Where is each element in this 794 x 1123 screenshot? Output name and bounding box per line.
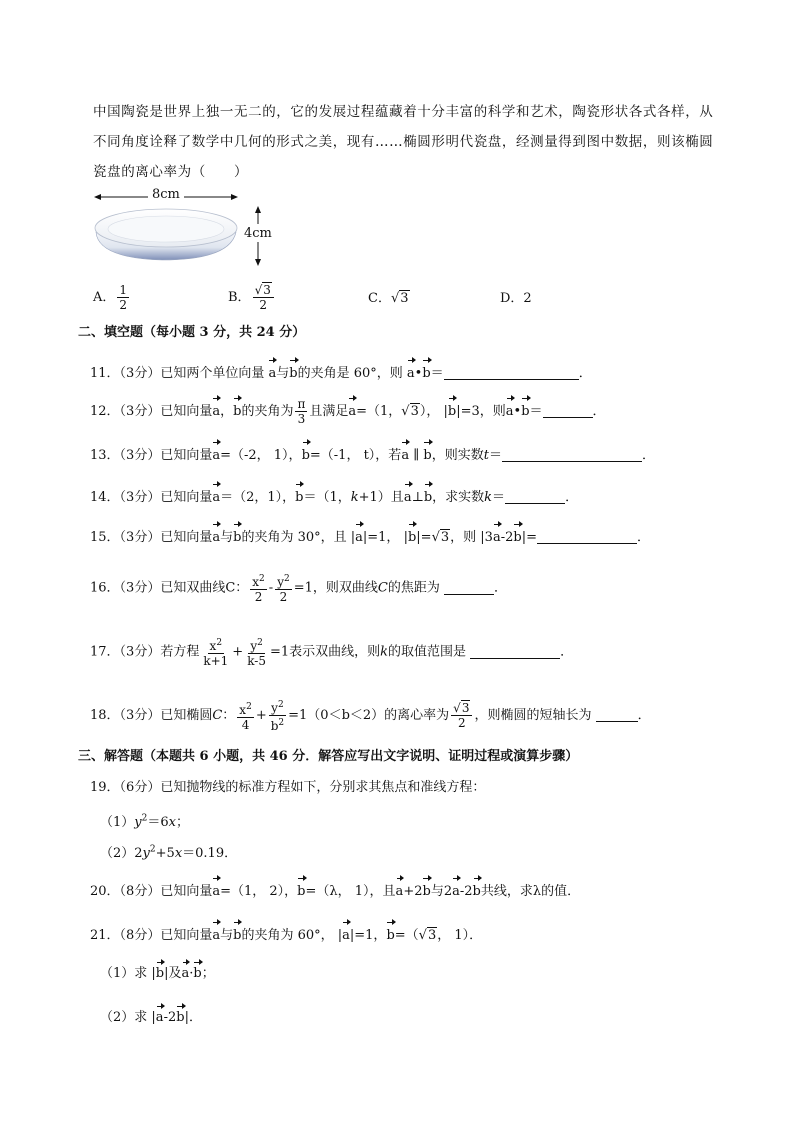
option-b-label: B． [228,290,251,305]
fraction-numerator: $y^2$ [277,574,290,589]
q12-text: |=3，则 [456,404,506,419]
q21-text: |=1， [349,928,387,943]
q20-text: =（1， 2）， [220,884,298,899]
q17-end: ． [560,644,574,660]
option-a-label: A． [93,290,116,305]
plate-width-label: 8cm [152,187,180,202]
vector-b: b [233,396,241,422]
option-c-label: C． [368,291,391,306]
q14-text: ＝（2，1）， [220,490,296,505]
answer-blank[interactable] [502,447,642,462]
variable-y: y [277,575,284,589]
question-21-part-2 [100,1004,202,1025]
vector-b: b [386,920,394,946]
variable-c: C [377,580,388,596]
answer-blank[interactable] [444,580,494,595]
vector-b: b [422,358,430,384]
fraction-numerator: $y^2$ [250,638,263,653]
vector-a: a [182,960,190,981]
q12-end: ． [592,404,606,419]
sqrt3-over-2-fraction [451,701,472,730]
vector-a: a [396,876,404,902]
question-16 [90,572,507,604]
variable-t: t [483,448,489,463]
q21-text: ； [201,966,215,981]
y2-over-k5-fraction [245,636,268,668]
option-c: C．√3 [368,291,409,306]
q17-text: =1表示双曲线，则 [269,644,381,660]
q14-text: +1）且 [358,490,404,505]
variable-y: y [271,701,278,715]
option-a [93,283,131,312]
q16-end: ． [493,580,507,596]
vector-a: a [212,876,220,902]
q16-text: 的焦距为 [387,580,444,596]
sqrt-radicand: 3 [461,701,470,715]
vector-b: b [297,876,305,902]
vector-b: b [193,960,201,981]
fraction-denominator: 2 [119,298,128,312]
q19-text: ＝0.19． [182,846,238,861]
option-b-fraction [253,283,274,312]
fraction-numerator: √3 [253,283,274,298]
q14-text: ＝ [492,490,506,505]
answer-blank[interactable] [537,529,637,544]
q11-text: 的夹角是 60°，则 [297,366,403,381]
question-19: 19．（6分）已知抛物线的标准方程如下，分别求其焦点和准线方程： [90,780,486,795]
q15-text: -2 [500,530,514,545]
q15-end: ． [636,530,650,545]
plus-sign: + [255,708,267,723]
vector-a: a [348,396,356,422]
vector-a: a [407,358,415,384]
variable-x: x [168,815,176,830]
question-18 [90,698,651,733]
question-intro-text: 中国陶瓷是世界上独一无二的，它的发展过程蕴藏着十分丰富的科学和艺术，陶瓷形状各式各样，从不同角度诠释了数学中几何的形式之美，现有……椭圆形明代瓷盘，经测量得到图中数据，则该椭圆瓷盘的离心率为（ ） [93,104,714,180]
sqrt-radicand: 3 [440,530,450,545]
minus-sign: - [268,580,274,596]
q11-end: ． [578,366,592,381]
fraction-denominator: 2 [259,298,268,312]
sqrt-radicand: 3 [410,404,419,419]
vector-b: b [295,482,303,508]
answer-blank[interactable] [596,707,638,722]
q21-text: |． [184,1010,202,1025]
option-a-fraction [117,283,129,312]
answer-blank[interactable] [543,403,593,418]
fraction-denominator: k+1 [203,654,229,668]
answer-blank[interactable] [444,365,579,380]
q12-text: =（1， [356,404,402,419]
vector-b: b [422,876,430,902]
question-21-part-1: （1）求 |b|及a·b； [100,960,215,981]
variable-y: y [142,846,150,861]
x2-over-4-fraction [237,700,254,732]
fraction-denominator: 2 [254,590,263,604]
y2-over-b2-fraction [269,698,286,733]
q19-text: ； [176,815,190,830]
variable-c: C [212,708,223,723]
vector-b: b [448,396,456,422]
q20-text: +2 [403,884,423,899]
vector-a: a [342,920,350,946]
vector-b: b [176,1004,184,1025]
vector-a: a [212,522,220,548]
variable-b: b [270,719,279,733]
vector-a: a [268,358,276,384]
q20-text: =（λ， 1），且 [305,884,396,899]
plate-height-label: 4cm [244,226,272,241]
q15-text: |= [416,530,432,545]
fraction-numerator: $x^2$ [209,638,223,653]
q12-text: ， [220,404,234,419]
answer-blank[interactable] [505,489,565,504]
vector-a: a [401,440,409,466]
question-21: 21．（8分）已知向量a与b的夹角为 60°， |a|=1，b=（√3， 1）． [90,920,482,946]
variable-y: y [250,639,258,653]
q18-text: =1（0＜b＜2）的离心率为 [288,708,450,723]
vector-b: b [423,440,431,466]
q15-text: |=1， | [362,530,408,545]
q19-text: +5 [155,846,175,861]
vector-a: a [506,396,514,422]
variable-x: x [209,639,217,653]
vector-b: b [233,920,241,946]
fraction-denominator: 2 [458,716,466,730]
q12-text: 12．（3分）已知向量 [90,404,213,419]
fraction-numerator: 1 [119,283,128,297]
fraction-denominator: 2 [279,590,288,604]
question-19-part-1: $(1)y^2=6x$； [100,813,190,830]
q15-text: 与 [220,530,234,545]
parallel-symbol: ∥ [409,448,424,463]
q21-text: 的夹角为 60°， | [241,928,343,943]
vector-a: a [212,440,220,466]
fraction-numerator: $x^2$ [239,701,252,717]
question-15: 15．（3分）已知向量a与b的夹角为 30°，且 |a|=1， |b|=√3，则 |3a-2b|= ． [90,522,650,548]
q15-text: |= [521,530,537,545]
q15-text: 15．（3分）已知向量 [90,530,213,545]
q18-text: ，则椭圆的短轴长为 [474,708,596,723]
q20-text: 共线，求λ的值． [480,884,581,899]
question-19-part-2: $(2)2y^2+5x=0.19$． [100,844,238,861]
q15-text: ，则 |3 [450,530,493,545]
q11-text: 与 [276,366,290,381]
section-heading-fill-blank: 二、填空题（每小题 3 分，共 24 分） [78,325,306,340]
sqrt-radicand: 3 [263,283,271,297]
vector-b: b [289,358,297,384]
variable-y: y [134,815,142,830]
q20-text: 20．（8分）已知向量 [90,884,213,899]
variable-x: x [239,702,247,717]
vector-a: a [156,1004,164,1025]
vector-a: a [212,396,220,422]
vector-b: b [156,960,164,981]
vector-b: b [302,440,310,466]
q17-text: 17．（3分）若方程 [90,644,200,660]
answer-blank[interactable] [470,644,560,659]
vector-a: a [355,522,363,548]
q17-text: 的取值范围是 [388,644,471,660]
q14-end: ． [565,490,579,505]
q16-text: =1，则双曲线 [293,580,378,596]
x2-over-2-fraction [250,572,267,604]
q14-text: ＝（1， [303,490,351,505]
variable-x: x [174,846,183,861]
q21-text: =（ [394,928,419,943]
x2-over-k1-fraction [201,636,230,668]
q19-part-label: （1） [100,815,135,830]
fraction-numerator: π [297,397,306,411]
q21-text: ， 1）． [437,928,483,943]
fraction-denominator: $b^2$ [270,718,285,733]
q21-text: 21．（8分）已知向量 [90,928,213,943]
fraction-denominator: 3 [297,412,306,426]
q13-text: =（-2， 1）， [220,448,302,463]
q19-part-label: （2）2 [100,846,143,861]
vector-b: b [408,522,416,548]
y2-over-2-fraction [275,572,292,604]
vector-b: b [424,482,432,508]
vector-a: a [452,876,460,902]
question-13: 13．（3分）已知向量a=（-2， 1），b=（-1， t），若a ∥ b，则实数t＝ ． [90,440,655,466]
vector-a: a [404,482,412,508]
variable-x: x [252,575,260,589]
vector-b: b [473,876,481,902]
fraction-denominator: k-5 [247,654,266,668]
vector-a: a [212,482,220,508]
section-heading-solve: 三、解答题（本题共 6 小题，共 46 分．解答应写出文字说明、证明过程或演算步骤） [78,749,579,764]
q21-text: -2 [163,1010,177,1025]
vector-b: b [513,522,521,548]
q16-text: 16．（3分）已知双曲线C： [90,580,249,596]
q13-text: ，则实数 [431,448,484,463]
plate-figure [92,186,292,268]
q13-end: ． [641,448,655,463]
question-14 [90,482,578,508]
question-11: 11．（3分）已知两个单位向量 a与b的夹角是 60°，则 a•b＝ ． [90,358,592,384]
q12-text: 且满足 [309,404,349,419]
q21-part-label: （1）求 | [100,966,156,981]
vector-b: b [233,522,241,548]
q21-text: |及 [164,966,182,981]
vector-a: a [493,522,501,548]
question-17 [90,636,573,668]
fraction-denominator: 4 [241,717,250,732]
pi-over-3-fraction [295,397,307,426]
q20-text: -2 [459,884,473,899]
q12-text: 的夹角为 [241,404,294,419]
vector-b: b [521,396,529,422]
variable-k: k [380,644,389,660]
vector-a: a [212,920,220,946]
q13-text: 13．（3分）已知向量 [90,448,213,463]
plus-sign: + [232,644,244,660]
q13-text: =（-1， t），若 [309,448,402,463]
variable-k: k [350,490,359,505]
q19-text: ＝6 [147,815,169,830]
q11-text: 11．（3分）已知两个单位向量 [90,366,265,381]
q21-part-label: （2）求 | [100,1010,156,1025]
variable-k: k [484,490,493,505]
question-20 [90,876,580,902]
q21-text: 与 [220,928,234,943]
sqrt-radicand: 3 [400,291,409,306]
fraction-numerator: $y^2$ [271,700,284,715]
perpendicular-symbol: ⊥ [411,490,424,505]
q15-text: 的夹角为 30°，且 | [241,530,356,545]
sqrt-radicand: 3 [427,928,437,943]
option-b [228,283,276,312]
option-d: D．2 [500,291,532,306]
q14-text: ，求实数 [432,490,485,505]
q20-text: 与2 [430,884,453,899]
fraction-numerator: √3 [451,701,472,716]
q18-end: ． [637,708,651,723]
q18-text: 18．（3分）已知椭圆 [90,708,213,723]
question-12: 12．（3分）已知向量a，b的夹角为 $\frac{\pi}{3}$ 且满足a=（1，√3）， |b|=3，则a•b＝ ． [90,397,606,426]
q12-text: ）， | [419,404,448,419]
q18-text: ： [222,708,236,723]
fraction-numerator: $x^2$ [252,574,265,589]
q14-text: 14．（3分）已知向量 [90,490,213,505]
